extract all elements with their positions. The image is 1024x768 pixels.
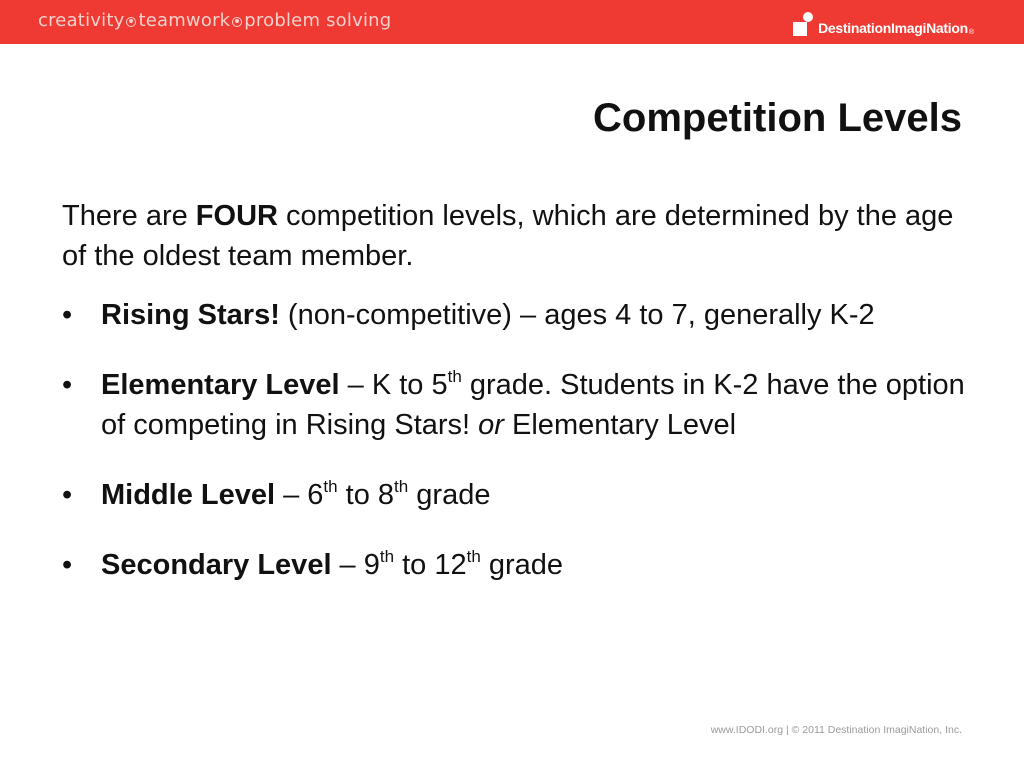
tagline-word: creativity xyxy=(38,10,125,31)
ordinal-suffix: th xyxy=(323,477,338,496)
tagline-word: problem solving xyxy=(244,10,392,31)
level-item-elementary xyxy=(62,365,972,445)
level-description: to 12 xyxy=(394,549,467,581)
level-item-rising-stars xyxy=(62,295,972,335)
levels-list xyxy=(62,295,972,585)
level-description: – 9 xyxy=(331,549,380,581)
level-item-secondary xyxy=(62,545,972,585)
level-name: Middle Level xyxy=(101,479,276,511)
level-name: Rising Stars! xyxy=(101,299,280,331)
level-description: to 8 xyxy=(337,479,395,511)
level-description: grade. Students in K-2 have the option of competing in Rising Stars! xyxy=(101,369,965,441)
intro-emphasis: FOUR xyxy=(195,200,278,232)
bullet-circle-icon xyxy=(126,17,136,27)
level-description: grade xyxy=(480,549,564,581)
level-description: Elementary Level xyxy=(503,409,737,441)
tagline xyxy=(38,10,391,31)
level-description: – 6 xyxy=(275,479,324,511)
brand-logo xyxy=(793,10,974,36)
level-name: Elementary Level xyxy=(101,369,340,401)
logo-text: DestinationImagiNation xyxy=(818,20,968,36)
ordinal-suffix: th xyxy=(379,547,395,566)
logo-mark-icon xyxy=(793,14,815,36)
ordinal-suffix: th xyxy=(447,367,462,386)
level-item-middle xyxy=(62,475,972,515)
tagline-word: teamwork xyxy=(138,10,231,31)
intro-paragraph xyxy=(62,196,972,276)
slide-title: Competition Levels xyxy=(593,96,962,140)
intro-text: There are xyxy=(62,200,196,232)
header-bar xyxy=(0,0,1024,44)
level-description: – K to 5 xyxy=(339,369,448,401)
intro-text: competition levels, which are determined by the age of the oldest team member. xyxy=(62,200,954,272)
ordinal-suffix: th xyxy=(466,547,481,566)
bullet-circle-icon xyxy=(232,17,242,27)
footer-copyright: www.IDODI.org | © 2011 Destination ImagiNation, Inc. xyxy=(710,724,962,736)
level-emphasis: or xyxy=(478,409,504,441)
logo-trademark: ® xyxy=(968,29,974,36)
level-description: (non-competitive) – ages 4 to 7, generally K-2 xyxy=(279,299,875,331)
ordinal-suffix: th xyxy=(394,477,409,496)
level-description: grade xyxy=(408,479,491,511)
level-name: Secondary Level xyxy=(101,549,332,581)
slide-body xyxy=(62,196,972,615)
